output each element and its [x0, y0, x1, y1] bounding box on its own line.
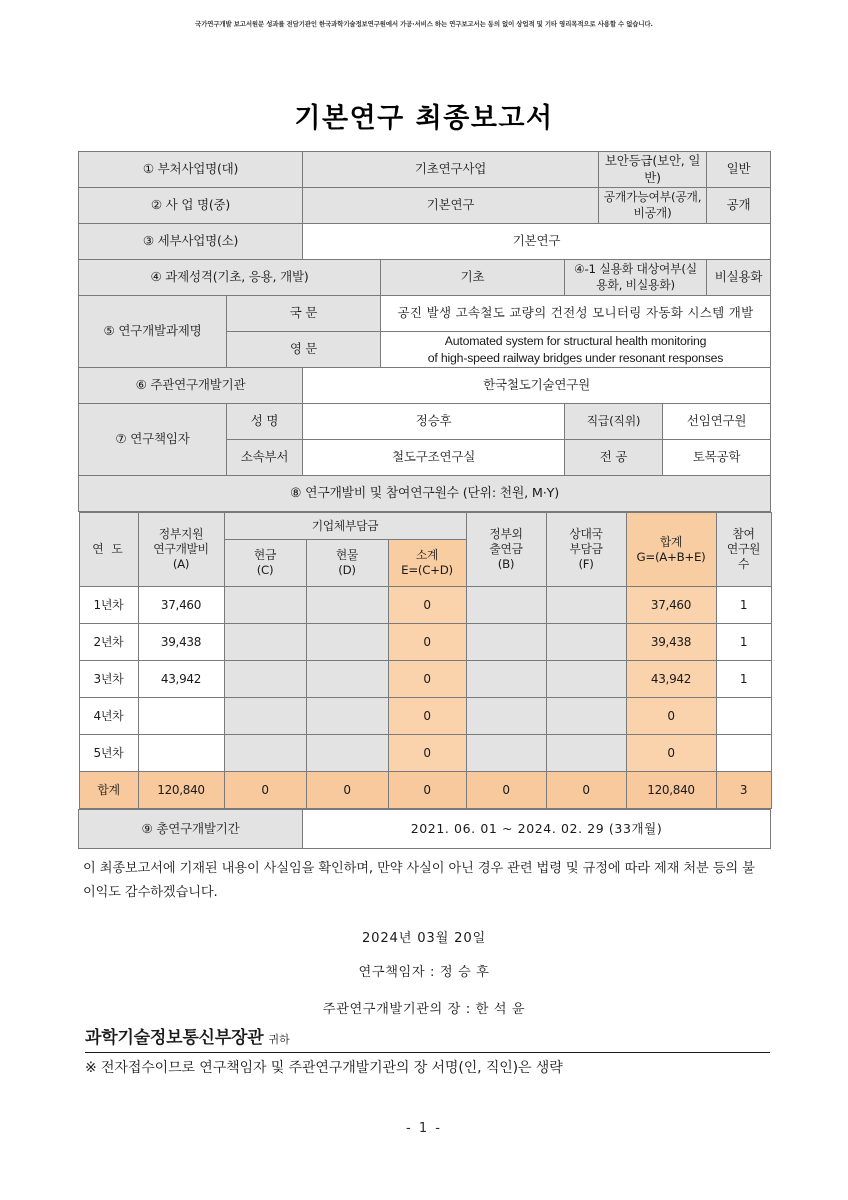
heading-budget-section: ⑧ 연구개발비 및 참여연구원수 (단위: 천원, M·Y) [79, 476, 771, 512]
budget-cell-gov: 37,460 [138, 587, 224, 624]
label-subprogram-name: ③ 세부사업명(소) [79, 224, 303, 260]
budget-cell-subtotal: 0 [388, 698, 466, 735]
table-row-project-title-korean [79, 296, 771, 332]
budget-cell-year: 합계 [79, 772, 138, 809]
budget-cell-inkind [306, 587, 388, 624]
english-title-line-1: Automated system for structural health monitoring [444, 333, 707, 348]
budget-cell-total: 0 [626, 735, 716, 772]
label-pi-department: 소속부서 [227, 440, 303, 476]
value-pi-position: 선임연구원 [663, 404, 771, 440]
header-gov-support [138, 513, 224, 587]
value-pi-name: 정승후 [303, 404, 565, 440]
table-row-total-period [79, 810, 771, 849]
budget-cell-cash [224, 735, 306, 772]
budget-cell-total: 120,840 [626, 772, 716, 809]
label-department-program: ① 부처사업명(대) [79, 152, 303, 188]
label-pi-name: 성 명 [227, 404, 303, 440]
header-cash [224, 540, 306, 587]
header-cash-line1: 현금 [253, 548, 277, 563]
header-subtotal-line2: E=(C+D) [401, 563, 453, 577]
budget-cell-researchers: 3 [716, 772, 771, 809]
budget-cell-gov: 43,942 [138, 661, 224, 698]
addressee [85, 1023, 770, 1053]
budget-cell-subtotal: 0 [388, 661, 466, 698]
header-nongov-contribution [466, 513, 546, 587]
header-inkind-line2: (D) [338, 563, 356, 577]
copyright-notice: 국가연구개발 보고서원문 성과를 전담기관인 한국과학기술정보연구원에서 가공·서비스 하는 연구보고서는 동의 없이 상업적 및 기타 영리목적으로 사용할 수 없습니다. [195, 20, 653, 28]
value-program-name: 기본연구 [303, 188, 599, 224]
budget-cell-year: 4년차 [79, 698, 138, 735]
budget-cell-foreign [546, 587, 626, 624]
electronic-submission-note: ※ 전자접수이므로 연구책임자 및 주관연구개발기관의 장 서명(인, 직인)은 생략 [85, 1060, 563, 1076]
label-pi-major: 전 공 [565, 440, 663, 476]
english-title-line-2: of high-speed railway bridges under resonant responses [427, 350, 724, 365]
header-cash-line2: (C) [256, 563, 274, 577]
budget-cell-cash [224, 698, 306, 735]
addressee-name: 과학기술정보통신부장관 [85, 1028, 264, 1048]
header-gov-support-line3: (A) [172, 556, 190, 571]
label-commercialization-target: ④-1 실용화 대상여부(실용화, 비실용화) [565, 260, 707, 296]
page-number: - 1 - [406, 1121, 442, 1136]
budget-cell-researchers: 1 [716, 587, 771, 624]
table-row-project-character [79, 260, 771, 296]
label-disclosure: 공개가능여부(공개, 비공개) [599, 188, 707, 224]
header-researcher-count [716, 513, 771, 587]
value-korean-title: 공진 발생 고속철도 교량의 건전성 모니터링 자동화 시스템 개발 [381, 296, 771, 332]
budget-cell-subtotal: 0 [388, 772, 466, 809]
header-nongov-line3: (B) [497, 556, 515, 571]
budget-data-row [79, 698, 771, 735]
header-year: 연 도 [79, 513, 138, 587]
label-principal-investigator: ⑦ 연구책임자 [79, 404, 227, 476]
budget-cell-researchers [716, 698, 771, 735]
budget-cell-cash [224, 587, 306, 624]
table-row-department-program [79, 152, 771, 188]
budget-cell-cash [224, 661, 306, 698]
budget-cell-inkind [306, 735, 388, 772]
budget-cell-total: 37,460 [626, 587, 716, 624]
value-security-grade: 일반 [707, 152, 771, 188]
label-total-period: ⑨ 총연구개발기간 [79, 810, 303, 849]
budget-cell-researchers: 1 [716, 661, 771, 698]
value-pi-department: 철도구조연구실 [303, 440, 565, 476]
label-korean-title: 국 문 [227, 296, 381, 332]
header-company-subtotal [388, 540, 466, 587]
header-inkind-line1: 현물 [335, 548, 359, 563]
budget-data-row [79, 587, 771, 624]
budget-data-row [79, 661, 771, 698]
header-subtotal-line1: 소계 [415, 548, 439, 563]
budget-cell-nongov [466, 661, 546, 698]
header-researchers-line2: 연구원수 [726, 542, 761, 571]
budget-cell-cash [224, 624, 306, 661]
budget-cell-foreign [546, 735, 626, 772]
value-disclosure: 공개 [707, 188, 771, 224]
label-project-character: ④ 과제성격(기초, 응용, 개발) [79, 260, 381, 296]
header-total-line1: 합계 [659, 534, 683, 549]
table-row-subprogram-name [79, 224, 771, 260]
project-info-table [78, 151, 771, 849]
table-row-budget-container [79, 512, 771, 810]
budget-cell-foreign [546, 698, 626, 735]
value-total-period: 2021. 06. 01 ~ 2024. 02. 29 (33개월) [303, 810, 771, 849]
budget-cell-inkind [306, 624, 388, 661]
budget-cell-inkind [306, 698, 388, 735]
label-lead-organization: ⑥ 주관연구개발기관 [79, 368, 303, 404]
budget-cell-foreign [546, 661, 626, 698]
header-company-contribution-group: 기업체부담금 [224, 513, 466, 540]
header-grand-total [626, 513, 716, 587]
header-foreign-line2: 부담금 [569, 542, 603, 557]
header-nongov-line2: 출연금 [489, 542, 523, 557]
label-project-title: ⑤ 연구개발과제명 [79, 296, 227, 368]
label-security-grade: 보안등급(보안, 일반) [599, 152, 707, 188]
table-row-principal-investigator-name [79, 404, 771, 440]
value-lead-organization: 한국철도기술연구원 [303, 368, 771, 404]
header-researchers-line1: 참여 [732, 527, 755, 542]
value-project-character: 기초 [381, 260, 565, 296]
budget-cell-nongov [466, 587, 546, 624]
header-total-line2: G=(A+B+E) [636, 549, 706, 564]
budget-cell-researchers [716, 735, 771, 772]
budget-cell-foreign: 0 [546, 772, 626, 809]
budget-cell-subtotal: 0 [388, 587, 466, 624]
declaration-text: 이 최종보고서에 기재된 내용이 사실임을 확인하며, 만약 사실이 아닌 경우 관련 법령 및 규정에 따라 제재 처분 등의 불이익도 감수하겠습니다. [83, 861, 755, 900]
budget-cell-nongov [466, 624, 546, 661]
budget-cell-gov [138, 735, 224, 772]
value-commercialization-target: 비실용화 [707, 260, 771, 296]
table-row-program-name [79, 188, 771, 224]
signature-organization-head: 주관연구개발기관의 장 : 한 석 윤 [322, 1002, 526, 1017]
header-nongov-line1: 정부외 [489, 527, 523, 542]
page-title: 기본연구 최종보고서 [294, 103, 554, 134]
budget-cell-nongov [466, 698, 546, 735]
budget-cell-year: 5년차 [79, 735, 138, 772]
value-department-program: 기초연구사업 [303, 152, 599, 188]
label-pi-position: 직급(직위) [565, 404, 663, 440]
budget-cell-gov [138, 698, 224, 735]
header-inkind [306, 540, 388, 587]
budget-cell-total: 0 [626, 698, 716, 735]
budget-cell-subtotal: 0 [388, 624, 466, 661]
budget-cell-total: 43,942 [626, 661, 716, 698]
budget-cell-cash: 0 [224, 772, 306, 809]
table-row-lead-organization [79, 368, 771, 404]
budget-cell-year: 2년차 [79, 624, 138, 661]
budget-table [79, 512, 772, 809]
budget-rows-body [79, 587, 771, 809]
budget-cell-year: 1년차 [79, 587, 138, 624]
table-row-budget-heading [79, 476, 771, 512]
budget-data-row [79, 624, 771, 661]
value-english-title [381, 332, 771, 368]
label-english-title: 영 문 [227, 332, 381, 368]
budget-cell-nongov [466, 735, 546, 772]
signature-date: 2024년 03월 20일 [361, 931, 487, 946]
budget-cell-gov: 39,438 [138, 624, 224, 661]
budget-cell-inkind: 0 [306, 772, 388, 809]
header-foreign-line1: 상대국 [569, 527, 603, 542]
header-gov-support-line2: 연구개발비 [153, 542, 209, 557]
label-program-name: ② 사 업 명(중) [79, 188, 303, 224]
value-pi-major: 토목공학 [663, 440, 771, 476]
budget-cell-gov: 120,840 [138, 772, 224, 809]
addressee-honorific: 귀하 [268, 1033, 290, 1046]
budget-header-row-1 [79, 513, 771, 540]
budget-cell-subtotal: 0 [388, 735, 466, 772]
budget-cell-researchers: 1 [716, 624, 771, 661]
signature-principal-investigator: 연구책임자 : 정 승 후 [358, 965, 490, 980]
budget-cell-foreign [546, 624, 626, 661]
header-foreign-line3: (F) [578, 556, 594, 571]
header-gov-support-line1: 정부지원 [158, 527, 204, 542]
budget-cell-nongov: 0 [466, 772, 546, 809]
budget-data-row [79, 735, 771, 772]
value-subprogram-name: 기본연구 [303, 224, 771, 260]
budget-cell-inkind [306, 661, 388, 698]
budget-cell-year: 3년차 [79, 661, 138, 698]
budget-cell-total: 39,438 [626, 624, 716, 661]
header-foreign-contribution [546, 513, 626, 587]
budget-total-row [79, 772, 771, 809]
